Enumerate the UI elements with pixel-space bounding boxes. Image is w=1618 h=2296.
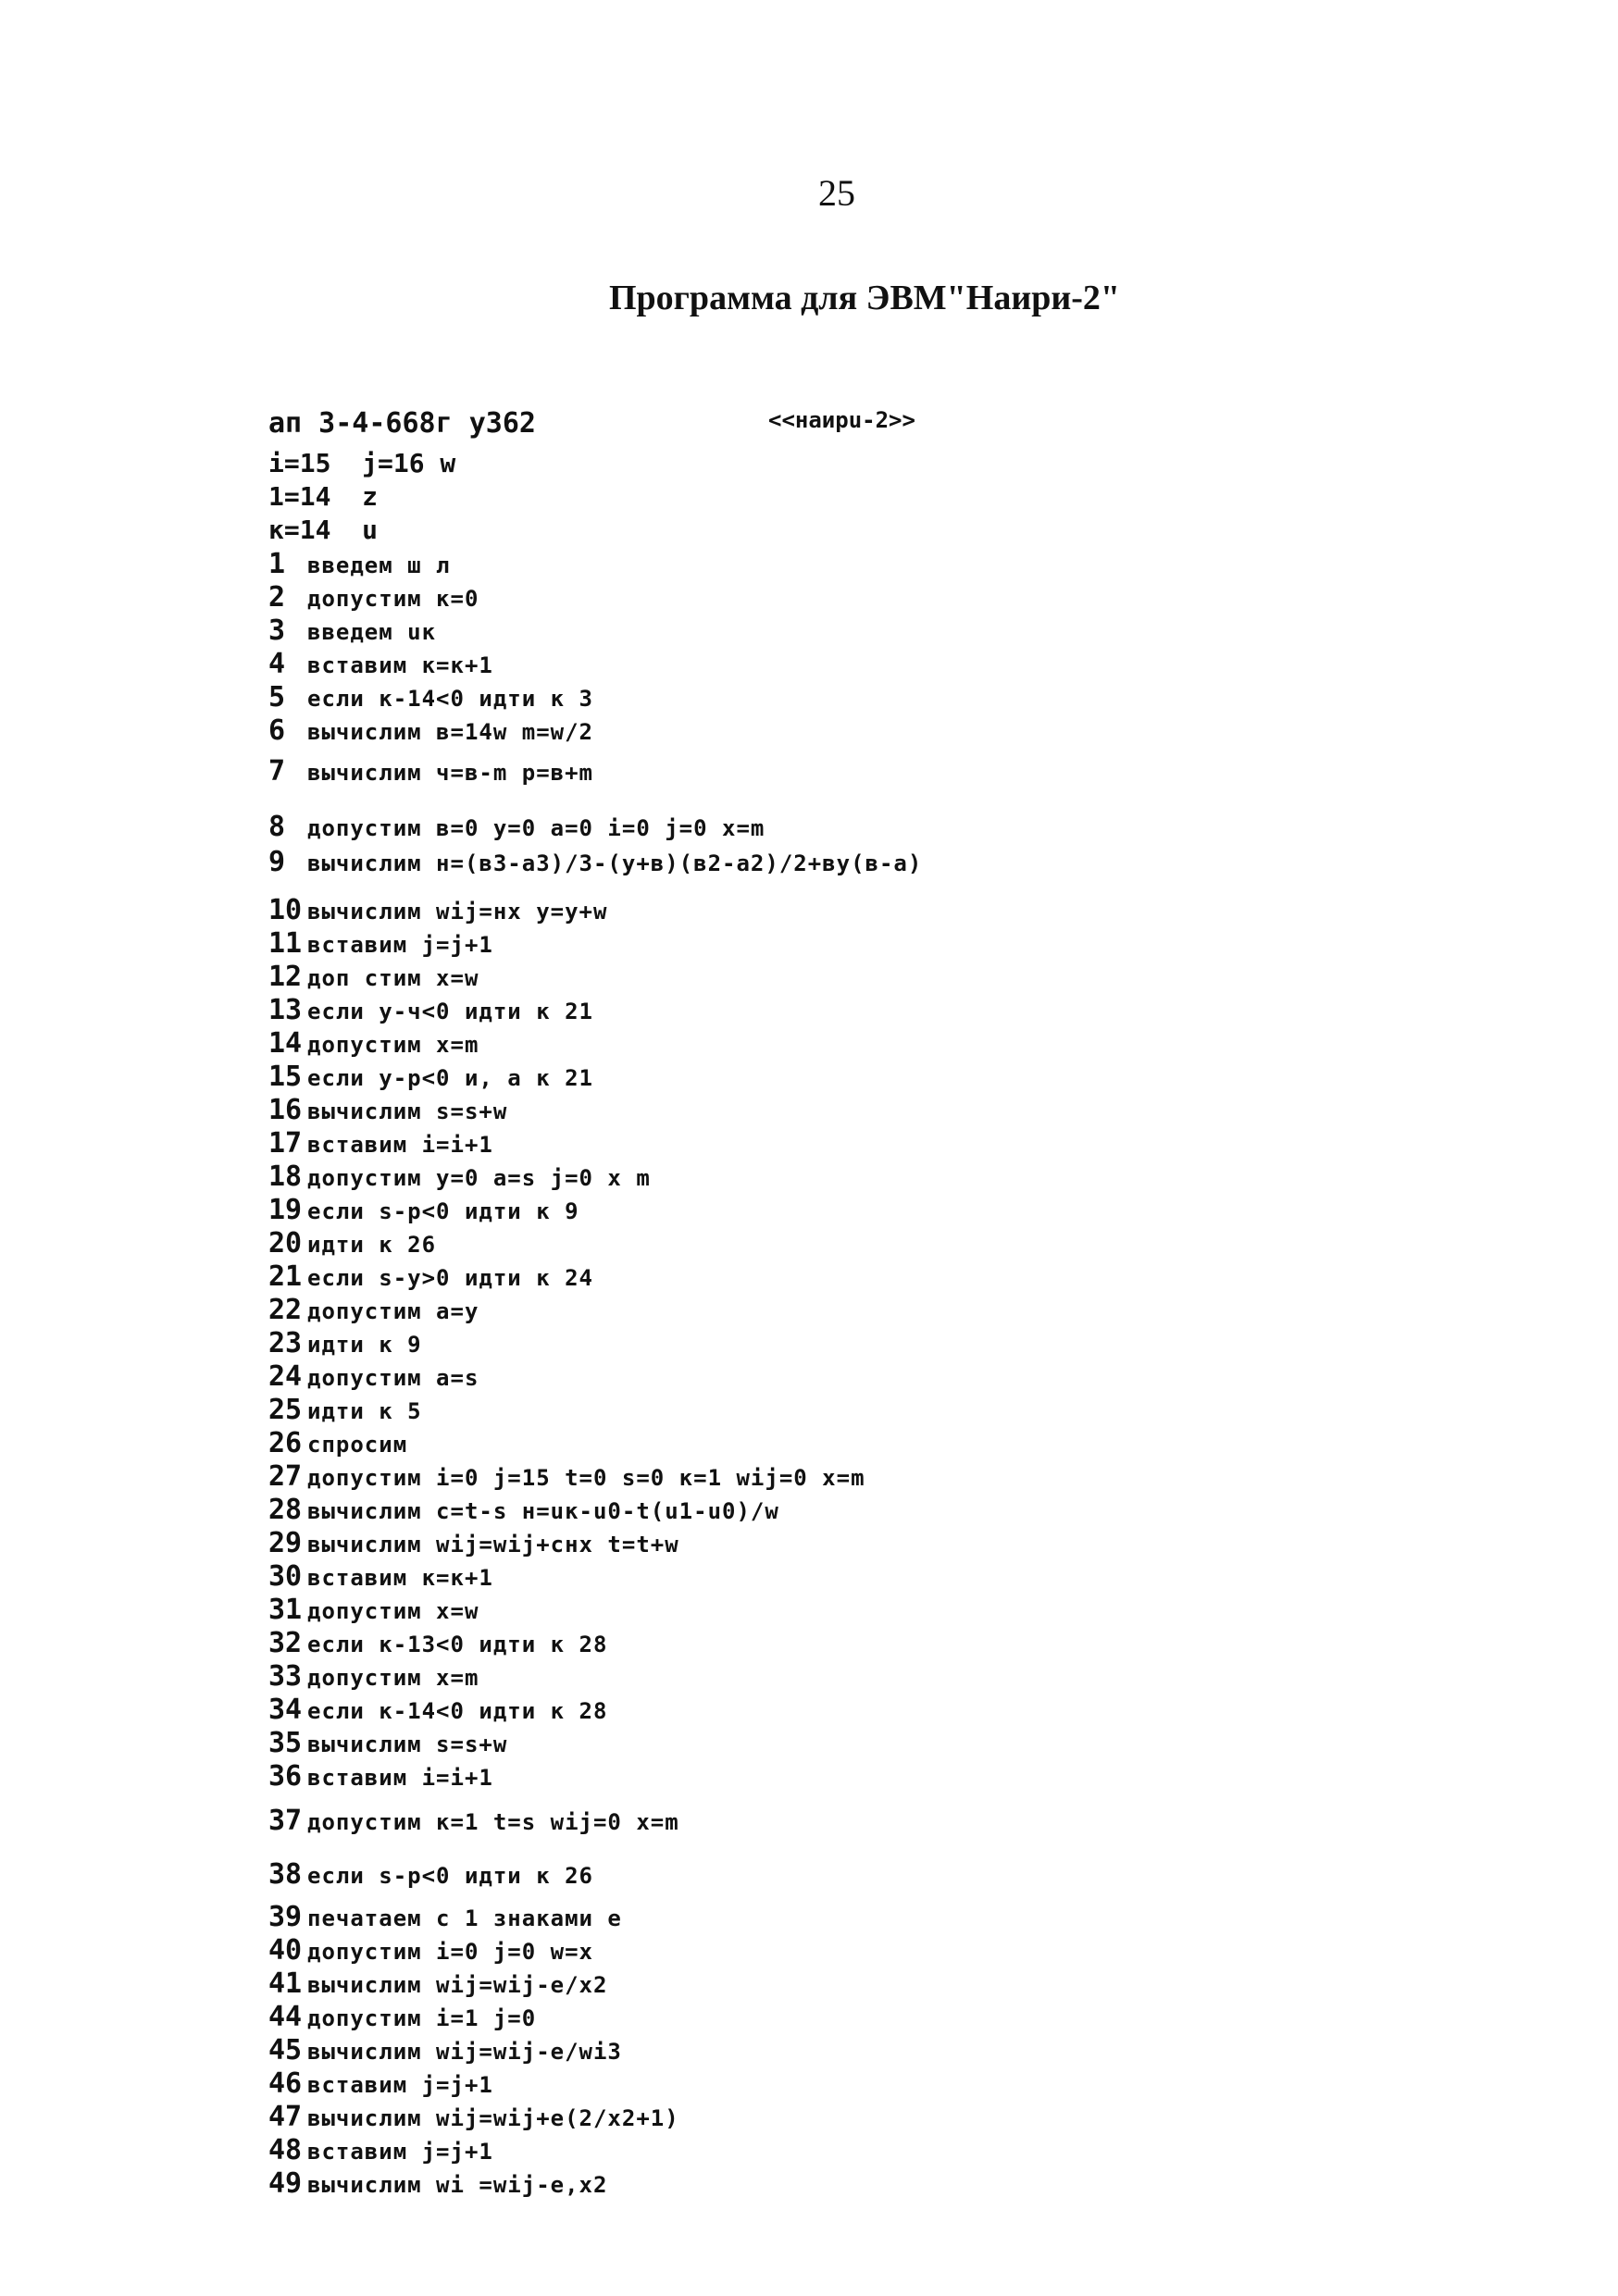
line-number: 22: [268, 1294, 303, 1326]
line-statement: вычислим в=14w m=w/2: [307, 719, 593, 745]
line-statement: если s-p<0 идти к 9: [307, 1198, 579, 1224]
line-statement: если s-y>0 идти к 24: [307, 1265, 593, 1291]
line-statement: если y-p<0 и, а к 21: [307, 1065, 593, 1091]
line-statement: идти к 5: [307, 1398, 422, 1424]
line-number: 15: [268, 1061, 303, 1093]
code-line: [268, 1394, 1490, 1427]
code-line: [268, 1294, 1490, 1327]
line-number: 13: [268, 994, 303, 1026]
line-number: 26: [268, 1427, 303, 1459]
line-statement: если к-14<0 идти к 28: [307, 1698, 608, 1724]
line-number: 4: [268, 648, 286, 680]
line-number: 29: [268, 1527, 303, 1559]
page-title: Программа для ЭВМ"Наири-2": [608, 279, 1120, 317]
line-number: 36: [268, 1760, 303, 1793]
line-statement: если к-13<0 идти к 28: [307, 1632, 608, 1657]
program-listing: [268, 407, 1490, 2201]
line-statement: идти к 26: [307, 1232, 437, 1258]
line-number: 19: [268, 1194, 303, 1226]
line-number: 49: [268, 2167, 303, 2200]
code-lines: [268, 548, 1490, 2201]
line-number: 40: [268, 1934, 303, 1967]
line-number: 31: [268, 1594, 303, 1626]
line-statement: допустим x=m: [307, 1032, 479, 1058]
line-number: 7: [268, 755, 286, 788]
code-line: [268, 1527, 1490, 1560]
line-number: 34: [268, 1694, 303, 1726]
line-statement: доп стим x=w: [307, 965, 479, 991]
line-number: 5: [268, 681, 286, 714]
line-statement: спросим: [307, 1432, 408, 1458]
code-line: [268, 1260, 1490, 1294]
line-statement: введем uк: [307, 619, 437, 645]
code-line: [268, 1094, 1490, 1127]
code-line: [268, 1727, 1490, 1760]
line-number: 11: [268, 927, 303, 960]
line-statement: вставим к=к+1: [307, 1565, 493, 1591]
code-line: [268, 927, 1490, 961]
line-statement: печатаем с 1 знаками е: [307, 1905, 622, 1931]
line-statement: вычислим wij=нх y=y+w: [307, 899, 608, 925]
code-line: [268, 2101, 1490, 2134]
line-statement: допустим x=m: [307, 1665, 479, 1691]
line-number: 16: [268, 1094, 303, 1126]
line-statement: вычислим s=s+w: [307, 1731, 508, 1757]
listing-header-left: ап 3-4-668г у362: [268, 407, 536, 440]
line-statement: вычислим wij=wij+снх t=t+w: [307, 1532, 679, 1558]
code-line: [268, 2134, 1490, 2167]
line-number: 18: [268, 1160, 303, 1193]
code-line: [268, 2034, 1490, 2067]
declaration-line: i=15 j=16 w: [268, 448, 456, 478]
code-line: [268, 894, 1490, 927]
line-statement: вставим i=i+1: [307, 1765, 493, 1791]
line-number: 48: [268, 2134, 303, 2166]
line-statement: вычислим wij=wij+e(2/x2+1): [307, 2105, 679, 2131]
code-line: [268, 581, 1490, 614]
line-statement: вычислим ч=в-m p=в+m: [307, 760, 593, 786]
line-statement: допустим в=0 y=0 a=0 i=0 j=0 x=m: [307, 815, 765, 841]
line-statement: идти к 9: [307, 1332, 422, 1358]
listing-header: [268, 407, 1490, 448]
code-line: [268, 1460, 1490, 1494]
code-line: [268, 1560, 1490, 1594]
line-statement: допустим i=0 j=15 t=0 s=0 к=1 wij=0 x=m: [307, 1465, 865, 1491]
declaration-line: 1=14 z: [268, 481, 379, 512]
line-number: 41: [268, 1967, 303, 2000]
line-number: 8: [268, 811, 286, 843]
line-number: 9: [268, 846, 286, 878]
code-line: [268, 648, 1490, 681]
line-number: 39: [268, 1901, 303, 1933]
line-statement: если s-p<0 идти к 26: [307, 1863, 593, 1889]
listing-header-right: <<наиpu-2>>: [768, 407, 915, 433]
code-line: [268, 681, 1490, 714]
code-line: [268, 1160, 1490, 1194]
line-statement: допустим к=0: [307, 586, 479, 612]
code-line: [268, 1858, 1490, 1901]
line-number: 14: [268, 1027, 303, 1060]
line-statement: вычислим с=t-s н=uк-u0-t(u1-u0)/w: [307, 1498, 779, 1524]
line-number: 44: [268, 2001, 303, 2033]
line-number: 12: [268, 961, 303, 993]
line-statement: допустим x=w: [307, 1598, 479, 1624]
line-number: 33: [268, 1660, 303, 1693]
line-number: 6: [268, 714, 286, 747]
line-statement: вычислим н=(в3-а3)/3-(y+в)(в2-а2)/2+вy(в-а): [307, 850, 923, 876]
code-line: [268, 846, 1490, 894]
code-line: [268, 1805, 1490, 1858]
line-statement: вставим j=j+1: [307, 932, 493, 958]
line-statement: вычислим s=s+w: [307, 1098, 508, 1124]
code-line: [268, 1934, 1490, 1967]
code-line: [268, 994, 1490, 1027]
line-statement: вставим j=j+1: [307, 2072, 493, 2098]
code-line: [268, 614, 1490, 648]
code-line: [268, 961, 1490, 994]
line-number: 30: [268, 1560, 303, 1593]
line-number: 35: [268, 1727, 303, 1759]
line-statement: если y-ч<0 идти к 21: [307, 999, 593, 1024]
code-line: [268, 1327, 1490, 1360]
line-statement: допустим а=y: [307, 1298, 479, 1324]
code-line: [268, 1494, 1490, 1527]
line-statement: допустим i=0 j=0 w=x: [307, 1939, 593, 1965]
code-line: [268, 2001, 1490, 2034]
code-line: [268, 1694, 1490, 1727]
line-statement: вставим i=i+1: [307, 1132, 493, 1158]
line-number: 10: [268, 894, 303, 926]
line-number: 32: [268, 1627, 303, 1659]
line-number: 23: [268, 1327, 303, 1359]
line-statement: допустим i=1 j=0: [307, 2005, 537, 2031]
code-line: [268, 1127, 1490, 1160]
page-number: 25: [818, 172, 855, 214]
code-line: [268, 1227, 1490, 1260]
code-line: [268, 548, 1490, 581]
line-number: 24: [268, 1360, 303, 1393]
line-number: 17: [268, 1127, 303, 1160]
code-line: [268, 2167, 1490, 2201]
line-number: 45: [268, 2034, 303, 2066]
line-number: 1: [268, 548, 286, 580]
declaration-line: к=14 u: [268, 515, 379, 545]
code-line: [268, 1360, 1490, 1394]
line-statement: допустим а=s: [307, 1365, 479, 1391]
line-number: 2: [268, 581, 286, 614]
code-line: [268, 1194, 1490, 1227]
code-line: [268, 1967, 1490, 2001]
code-line: [268, 2067, 1490, 2101]
code-line: [268, 1627, 1490, 1660]
line-number: 38: [268, 1858, 303, 1891]
code-line: [268, 1027, 1490, 1061]
line-statement: допустим к=1 t=s wij=0 x=m: [307, 1809, 679, 1835]
code-line: [268, 1901, 1490, 1934]
code-line: [268, 1660, 1490, 1694]
line-statement: вычислим wij=wij-e/x2: [307, 1972, 608, 1998]
line-statement: если к-14<0 идти к 3: [307, 686, 593, 712]
line-number: 20: [268, 1227, 303, 1260]
line-number: 3: [268, 614, 286, 647]
code-line: [268, 1061, 1490, 1094]
code-line: [268, 1760, 1490, 1805]
code-line: [268, 811, 1490, 846]
line-number: 27: [268, 1460, 303, 1493]
code-line: [268, 1427, 1490, 1460]
line-number: 25: [268, 1394, 303, 1426]
code-line: [268, 1594, 1490, 1627]
line-number: 21: [268, 1260, 303, 1293]
code-line: [268, 755, 1490, 811]
line-number: 28: [268, 1494, 303, 1526]
code-line: [268, 714, 1490, 755]
line-statement: вычислим wi =wij-e,x2: [307, 2172, 608, 2198]
line-statement: вставим j=j+1: [307, 2139, 493, 2165]
line-statement: допустим y=0 a=s j=0 x m: [307, 1165, 651, 1191]
line-number: 46: [268, 2067, 303, 2100]
line-statement: введем ш л: [307, 552, 451, 578]
line-number: 37: [268, 1805, 303, 1837]
line-statement: вставим к=к+1: [307, 652, 493, 678]
line-statement: вычислим wij=wij-e/wi3: [307, 2039, 622, 2065]
line-number: 47: [268, 2101, 303, 2133]
